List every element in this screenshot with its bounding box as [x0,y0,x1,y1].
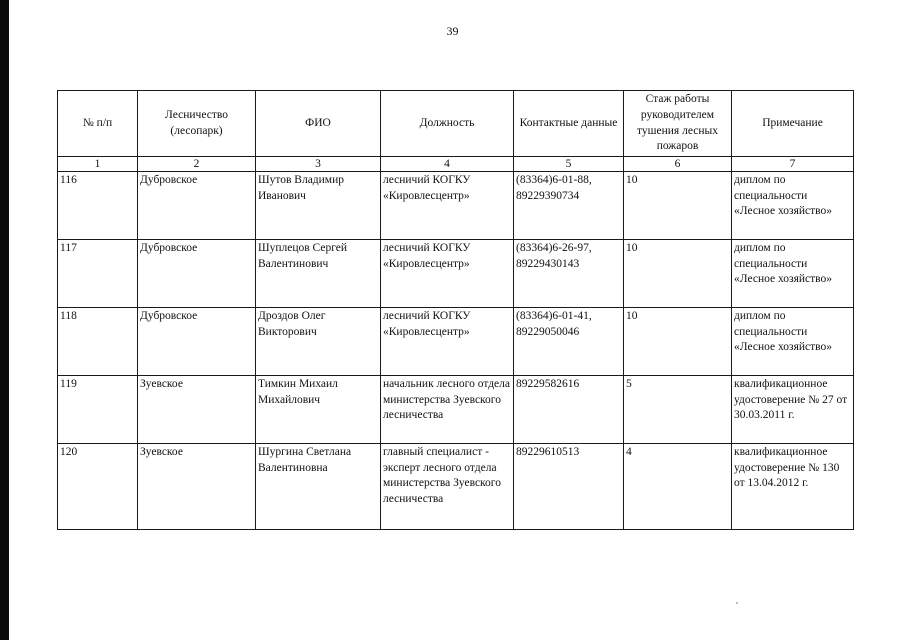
column-number: 7 [732,157,854,172]
cell-position: лесничий КОГКУ «Кировлесцентр» [381,308,514,376]
cell-number: 118 [58,308,138,376]
cell-note: диплом по специальности «Лесное хозяйство» [732,240,854,308]
cell-experience: 10 [624,240,732,308]
header-row [58,91,854,157]
header-cell-name: ФИО [256,91,381,157]
cell-contacts: 89229610513 [514,444,624,530]
column-number: 5 [514,157,624,172]
table-row [58,444,854,530]
cell-name: Шутов Владимир Иванович [256,172,381,240]
cell-number: 119 [58,376,138,444]
cell-forestry: Дубровское [138,172,256,240]
fire-managers-table [57,90,854,530]
cell-position: лесничий КОГКУ «Кировлесцентр» [381,172,514,240]
page-number: 39 [446,24,459,38]
column-number: 2 [138,157,256,172]
cell-position: начальник лесного отдела министерства Зуевского лесничества [381,376,514,444]
cell-note: диплом по специальности «Лесное хозяйство» [732,172,854,240]
header-cell-note: Примечание [732,91,854,157]
cell-contacts: 89229582616 [514,376,624,444]
header-cell-number: № п/п [58,91,138,157]
cell-forestry: Дубровское [138,308,256,376]
cell-note: квалификационное удостоверение № 130 от 13.04.2012 г. [732,444,854,530]
cell-experience: 4 [624,444,732,530]
cell-experience: 10 [624,172,732,240]
cell-number: 117 [58,240,138,308]
table-row [58,172,854,240]
cell-number: 116 [58,172,138,240]
cell-contacts: (83364)6-01-41, 89229050046 [514,308,624,376]
cell-name: Шургина Светлана Валентиновна [256,444,381,530]
column-number: 4 [381,157,514,172]
scan-speck [736,602,738,604]
header-cell-position: Должность [381,91,514,157]
column-number: 3 [256,157,381,172]
cell-name: Шуплецов Сергей Валентинович [256,240,381,308]
header-cell-contacts: Контактные данные [514,91,624,157]
scan-edge-bar [0,0,9,640]
cell-experience: 10 [624,308,732,376]
cell-note: диплом по специальности «Лесное хозяйство» [732,308,854,376]
cell-position: лесничий КОГКУ «Кировлесцентр» [381,240,514,308]
cell-forestry: Зуевское [138,444,256,530]
cell-forestry: Дубровское [138,240,256,308]
cell-name: Тимкин Михаил Михайлович [256,376,381,444]
table-row [58,308,854,376]
column-number: 6 [624,157,732,172]
header-cell-experience: Стаж работы руководителем тушения лесных пожаров [624,91,732,157]
cell-note: квалификационное удостоверение № 27 от 30.03.2011 г. [732,376,854,444]
column-number: 1 [58,157,138,172]
header-cell-forestry: Лесничество (лесопарк) [138,91,256,157]
column-number-row [58,157,854,172]
cell-experience: 5 [624,376,732,444]
cell-contacts: (83364)6-01-88, 89229390734 [514,172,624,240]
cell-number: 120 [58,444,138,530]
table-row [58,376,854,444]
cell-name: Дроздов Олег Викторович [256,308,381,376]
cell-position: главный специалист - эксперт лесного отдела министерства Зуевского лесничества [381,444,514,530]
cell-contacts: (83364)6-26-97, 89229430143 [514,240,624,308]
table-row [58,240,854,308]
cell-forestry: Зуевское [138,376,256,444]
